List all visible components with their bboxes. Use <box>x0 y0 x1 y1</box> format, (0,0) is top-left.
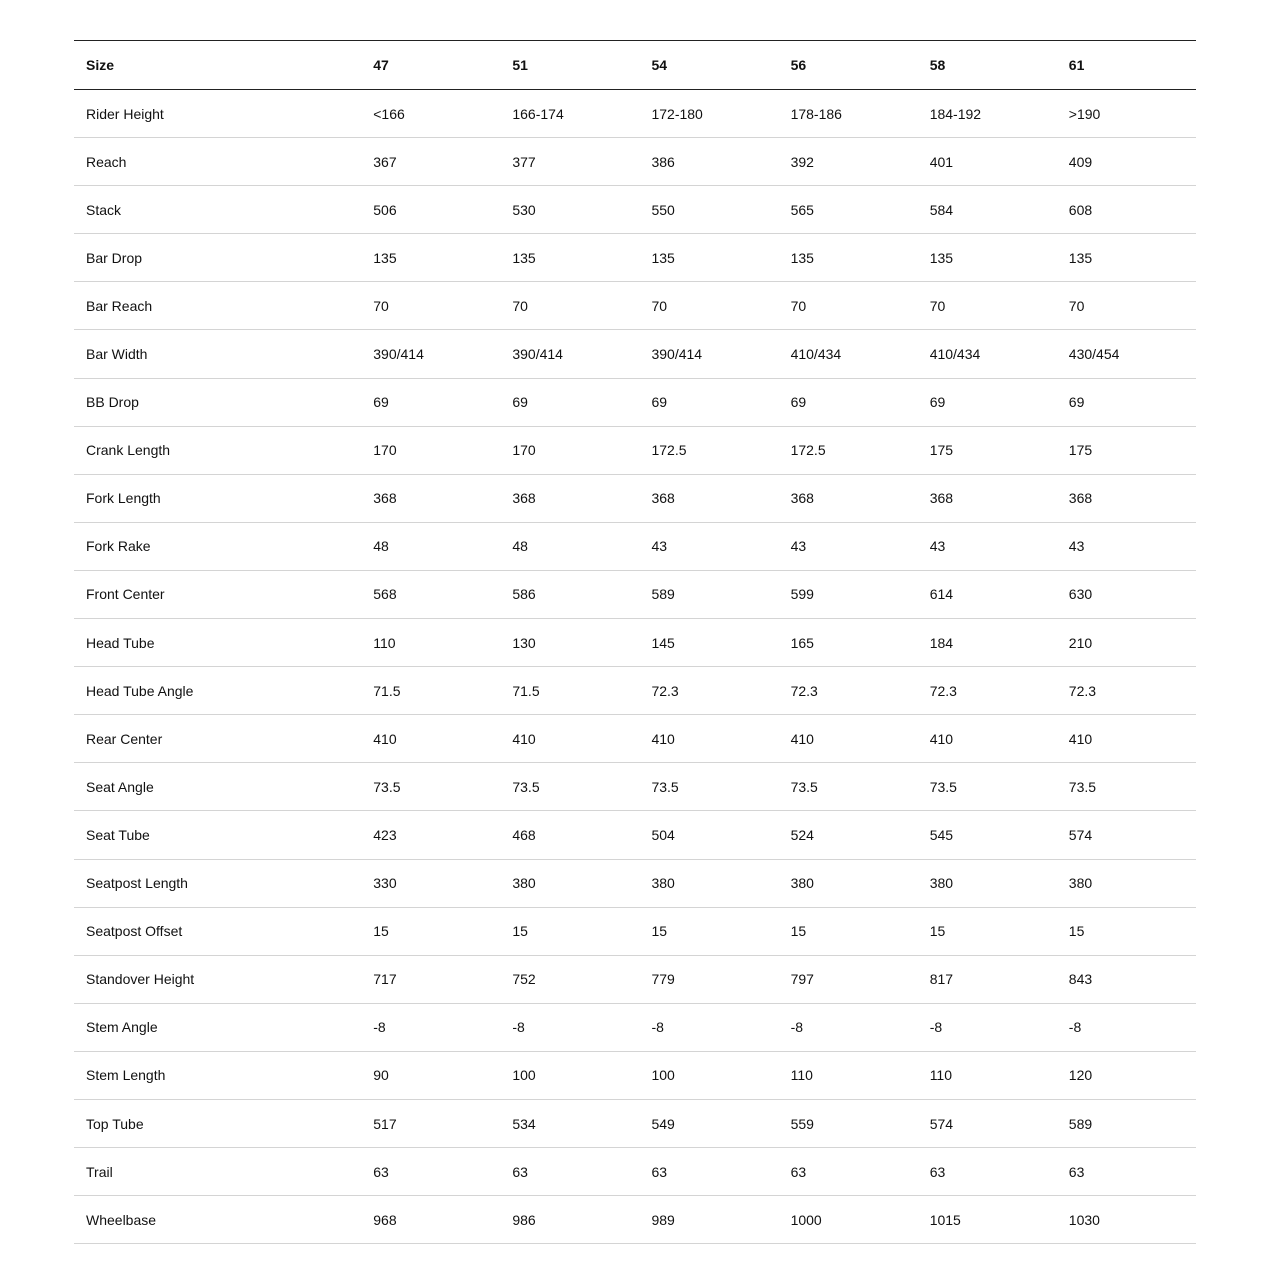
table-cell: 1015 <box>929 1211 961 1228</box>
table-row <box>74 715 1196 763</box>
table-cell: 559 <box>790 1115 814 1132</box>
table-cell: 43 <box>651 538 668 555</box>
table-cell: -8 <box>651 1019 664 1036</box>
row-label: Standover Height <box>86 971 195 988</box>
row-label: Seat Tube <box>86 826 150 843</box>
table-cell: 110 <box>790 1067 813 1084</box>
row-label: Bar Reach <box>86 297 153 314</box>
table-cell: 390/414 <box>512 346 563 363</box>
table-cell: 968 <box>373 1211 397 1228</box>
table-cell: 330 <box>373 875 397 892</box>
header-label: Size <box>74 41 361 90</box>
table-cell: 368 <box>1068 490 1093 507</box>
geometry-table <box>74 40 1196 1244</box>
table-cell: 70 <box>373 297 389 314</box>
table-cell: 71.5 <box>512 682 540 699</box>
header-size: 58 <box>918 41 1057 90</box>
table-row <box>74 955 1196 1003</box>
table-cell: 73.5 <box>1068 778 1097 795</box>
table-cell: 15 <box>651 923 668 940</box>
table-row <box>74 619 1196 667</box>
table-cell: 72.3 <box>790 682 818 699</box>
table-cell: 15 <box>373 923 389 940</box>
table-row <box>74 234 1196 282</box>
header-size: 47 <box>361 41 500 90</box>
table-cell: 110 <box>929 1067 953 1084</box>
table-cell: 70 <box>790 297 807 314</box>
table-cell: 70 <box>512 297 528 314</box>
table-cell: 172.5 <box>790 442 826 459</box>
table-cell: 63 <box>373 1163 389 1180</box>
table-cell: 409 <box>1068 153 1093 170</box>
table-cell: 410 <box>373 730 397 747</box>
row-label: Head Tube <box>86 634 155 651</box>
table-cell: 172.5 <box>651 442 687 459</box>
table-cell: 630 <box>1068 586 1093 603</box>
table-cell: 1030 <box>1068 1211 1100 1228</box>
row-label: Front Center <box>86 586 165 603</box>
table-cell: 368 <box>651 490 675 507</box>
table-cell: 410 <box>1068 730 1093 747</box>
table-cell: 717 <box>373 971 397 988</box>
table-cell: 423 <box>373 826 397 843</box>
table-row <box>74 1051 1196 1099</box>
table-cell: 69 <box>651 394 668 411</box>
table-cell: 130 <box>512 634 536 651</box>
table-row <box>74 90 1196 138</box>
table-cell: 380 <box>512 875 536 892</box>
row-label: Crank Length <box>86 442 171 459</box>
table-cell: 69 <box>790 394 807 411</box>
table-cell: 534 <box>512 1115 536 1132</box>
table-cell: 63 <box>790 1163 807 1180</box>
table-cell: 175 <box>929 442 954 459</box>
table-cell: 506 <box>373 201 397 218</box>
table-cell: -8 <box>929 1019 943 1036</box>
table-cell: 175 <box>1068 442 1093 459</box>
table-cell: 73.5 <box>512 778 540 795</box>
row-label: Wheelbase <box>86 1211 157 1228</box>
table-cell: 380 <box>1068 875 1093 892</box>
table-cell: 100 <box>651 1067 675 1084</box>
table-row <box>74 811 1196 859</box>
table-row <box>74 859 1196 907</box>
table-body <box>74 90 1196 1244</box>
table-cell: 73.5 <box>790 778 818 795</box>
table-cell: 73.5 <box>929 778 957 795</box>
header-size: 61 <box>1057 41 1196 90</box>
table-cell: 166-174 <box>512 105 564 122</box>
row-label: Stem Angle <box>86 1019 158 1036</box>
table-cell: 386 <box>651 153 675 170</box>
table-cell: 72.3 <box>929 682 957 699</box>
table-cell: 368 <box>512 490 536 507</box>
row-label: Seatpost Length <box>86 875 188 892</box>
table-cell: 549 <box>651 1115 675 1132</box>
table-cell: 184 <box>929 634 954 651</box>
table-cell: 145 <box>651 634 675 651</box>
table-cell: 377 <box>512 153 536 170</box>
row-label: Trail <box>86 1163 113 1180</box>
table-cell: 410/434 <box>790 346 842 363</box>
table-cell: 1000 <box>790 1211 822 1228</box>
header-row <box>74 41 1196 90</box>
table-cell: 986 <box>512 1211 536 1228</box>
table-cell: 589 <box>651 586 675 603</box>
table-cell: 135 <box>373 249 397 266</box>
table-cell: 71.5 <box>373 682 401 699</box>
table-cell: >190 <box>1068 105 1101 122</box>
table-cell: 586 <box>512 586 536 603</box>
table-cell: 989 <box>651 1211 675 1228</box>
table-cell: 779 <box>651 971 675 988</box>
table-cell: 410 <box>651 730 675 747</box>
table-cell: 545 <box>929 826 954 843</box>
table-cell: 69 <box>929 394 946 411</box>
table-cell: 172-180 <box>651 105 703 122</box>
table-row <box>74 907 1196 955</box>
table-cell: 135 <box>1068 249 1093 266</box>
table-cell: 70 <box>1068 297 1085 314</box>
table-cell: 15 <box>512 923 528 940</box>
table-cell: 170 <box>373 442 397 459</box>
table-cell: 135 <box>651 249 675 266</box>
table-row <box>74 1099 1196 1147</box>
table-cell: 380 <box>651 875 675 892</box>
row-label: Seat Angle <box>86 778 154 795</box>
row-label: Stack <box>86 201 122 218</box>
table-cell: 90 <box>373 1067 389 1084</box>
table-cell: 410 <box>790 730 814 747</box>
table-cell: 574 <box>929 1115 954 1132</box>
table-cell: 614 <box>929 586 954 603</box>
table-cell: 72.3 <box>1068 682 1097 699</box>
table-cell: 390/414 <box>373 346 424 363</box>
table-cell: 392 <box>790 153 814 170</box>
table-cell: 368 <box>373 490 397 507</box>
table-cell: 48 <box>373 538 389 555</box>
table-cell: 184-192 <box>929 105 982 122</box>
table-cell: 63 <box>512 1163 528 1180</box>
table-cell: 568 <box>373 586 397 603</box>
table-cell: 367 <box>373 153 397 170</box>
table-cell: 608 <box>1068 201 1093 218</box>
table-cell: 210 <box>1068 634 1093 651</box>
table-cell: 170 <box>512 442 536 459</box>
table-cell: 380 <box>790 875 814 892</box>
table-cell: 430/454 <box>1068 346 1120 363</box>
table-header <box>74 41 1196 90</box>
table-cell: 599 <box>790 586 814 603</box>
table-cell: 589 <box>1068 1115 1093 1132</box>
table-cell: 63 <box>1068 1163 1085 1180</box>
table-cell: 135 <box>929 249 954 266</box>
table-cell: 15 <box>1068 923 1085 940</box>
table-row <box>74 667 1196 715</box>
row-label: Head Tube Angle <box>86 682 194 699</box>
table-row <box>74 1148 1196 1196</box>
table-cell: 530 <box>512 201 536 218</box>
table-cell: 100 <box>512 1067 536 1084</box>
table-row <box>74 474 1196 522</box>
table-cell: <166 <box>373 105 405 122</box>
table-cell: 69 <box>373 394 389 411</box>
table-cell: 410/434 <box>929 346 981 363</box>
table-cell: 15 <box>929 923 946 940</box>
table-cell: 817 <box>929 971 954 988</box>
table-cell: 797 <box>790 971 814 988</box>
table-cell: 468 <box>512 826 536 843</box>
row-label: Bar Width <box>86 346 148 363</box>
table-row <box>74 1196 1196 1244</box>
table-cell: 43 <box>790 538 807 555</box>
table-row <box>74 570 1196 618</box>
table-row <box>74 763 1196 811</box>
row-label: Rider Height <box>86 105 164 122</box>
table-cell: 517 <box>373 1115 397 1132</box>
table-row <box>74 138 1196 186</box>
table-cell: -8 <box>790 1019 804 1036</box>
table-cell: 504 <box>651 826 675 843</box>
table-cell: 72.3 <box>651 682 679 699</box>
table-cell: 401 <box>929 153 954 170</box>
table-cell: 410 <box>929 730 954 747</box>
table-cell: 63 <box>929 1163 946 1180</box>
table-cell: 752 <box>512 971 536 988</box>
table-cell: 410 <box>512 730 536 747</box>
table-cell: 43 <box>1068 538 1085 555</box>
table-cell: 135 <box>790 249 814 266</box>
row-label: Reach <box>86 153 127 170</box>
table-row <box>74 426 1196 474</box>
table-cell: 380 <box>929 875 954 892</box>
table-cell: -8 <box>512 1019 525 1036</box>
header-size: 51 <box>500 41 639 90</box>
table-row <box>74 282 1196 330</box>
table-cell: 565 <box>790 201 814 218</box>
table-cell: 165 <box>790 634 814 651</box>
table-row <box>74 378 1196 426</box>
table-cell: 15 <box>790 923 807 940</box>
table-cell: 524 <box>790 826 814 843</box>
table-cell: 390/414 <box>651 346 703 363</box>
row-label: Top Tube <box>86 1115 144 1132</box>
table-cell: 584 <box>929 201 954 218</box>
row-label: Bar Drop <box>86 249 143 266</box>
table-row <box>74 522 1196 570</box>
table-row <box>74 330 1196 378</box>
table-cell: 69 <box>512 394 528 411</box>
table-cell: 120 <box>1068 1067 1093 1084</box>
table-row <box>74 1003 1196 1051</box>
table-cell: 368 <box>790 490 814 507</box>
table-cell: 368 <box>929 490 954 507</box>
table-cell: 73.5 <box>373 778 401 795</box>
table-cell: 574 <box>1068 826 1093 843</box>
table-cell: 70 <box>929 297 946 314</box>
table-cell: 843 <box>1068 971 1093 988</box>
table-cell: -8 <box>1068 1019 1082 1036</box>
row-label: Fork Rake <box>86 538 151 555</box>
table-cell: 135 <box>512 249 536 266</box>
row-label: Seatpost Offset <box>86 923 183 940</box>
table-cell: 69 <box>1068 394 1085 411</box>
table-cell: 550 <box>651 201 675 218</box>
header-size: 56 <box>779 41 918 90</box>
row-label: BB Drop <box>86 394 139 411</box>
table-cell: 63 <box>651 1163 668 1180</box>
table-cell: 48 <box>512 538 528 555</box>
table-cell: 70 <box>651 297 668 314</box>
row-label: Stem Length <box>86 1067 166 1084</box>
table-cell: 178-186 <box>790 105 842 122</box>
table-row <box>74 186 1196 234</box>
header-size: 54 <box>639 41 778 90</box>
table-cell: 43 <box>929 538 946 555</box>
row-label: Rear Center <box>86 730 163 747</box>
table-cell: -8 <box>373 1019 386 1036</box>
table-cell: 73.5 <box>651 778 679 795</box>
row-label: Fork Length <box>86 490 161 507</box>
table-cell: 110 <box>373 634 396 651</box>
